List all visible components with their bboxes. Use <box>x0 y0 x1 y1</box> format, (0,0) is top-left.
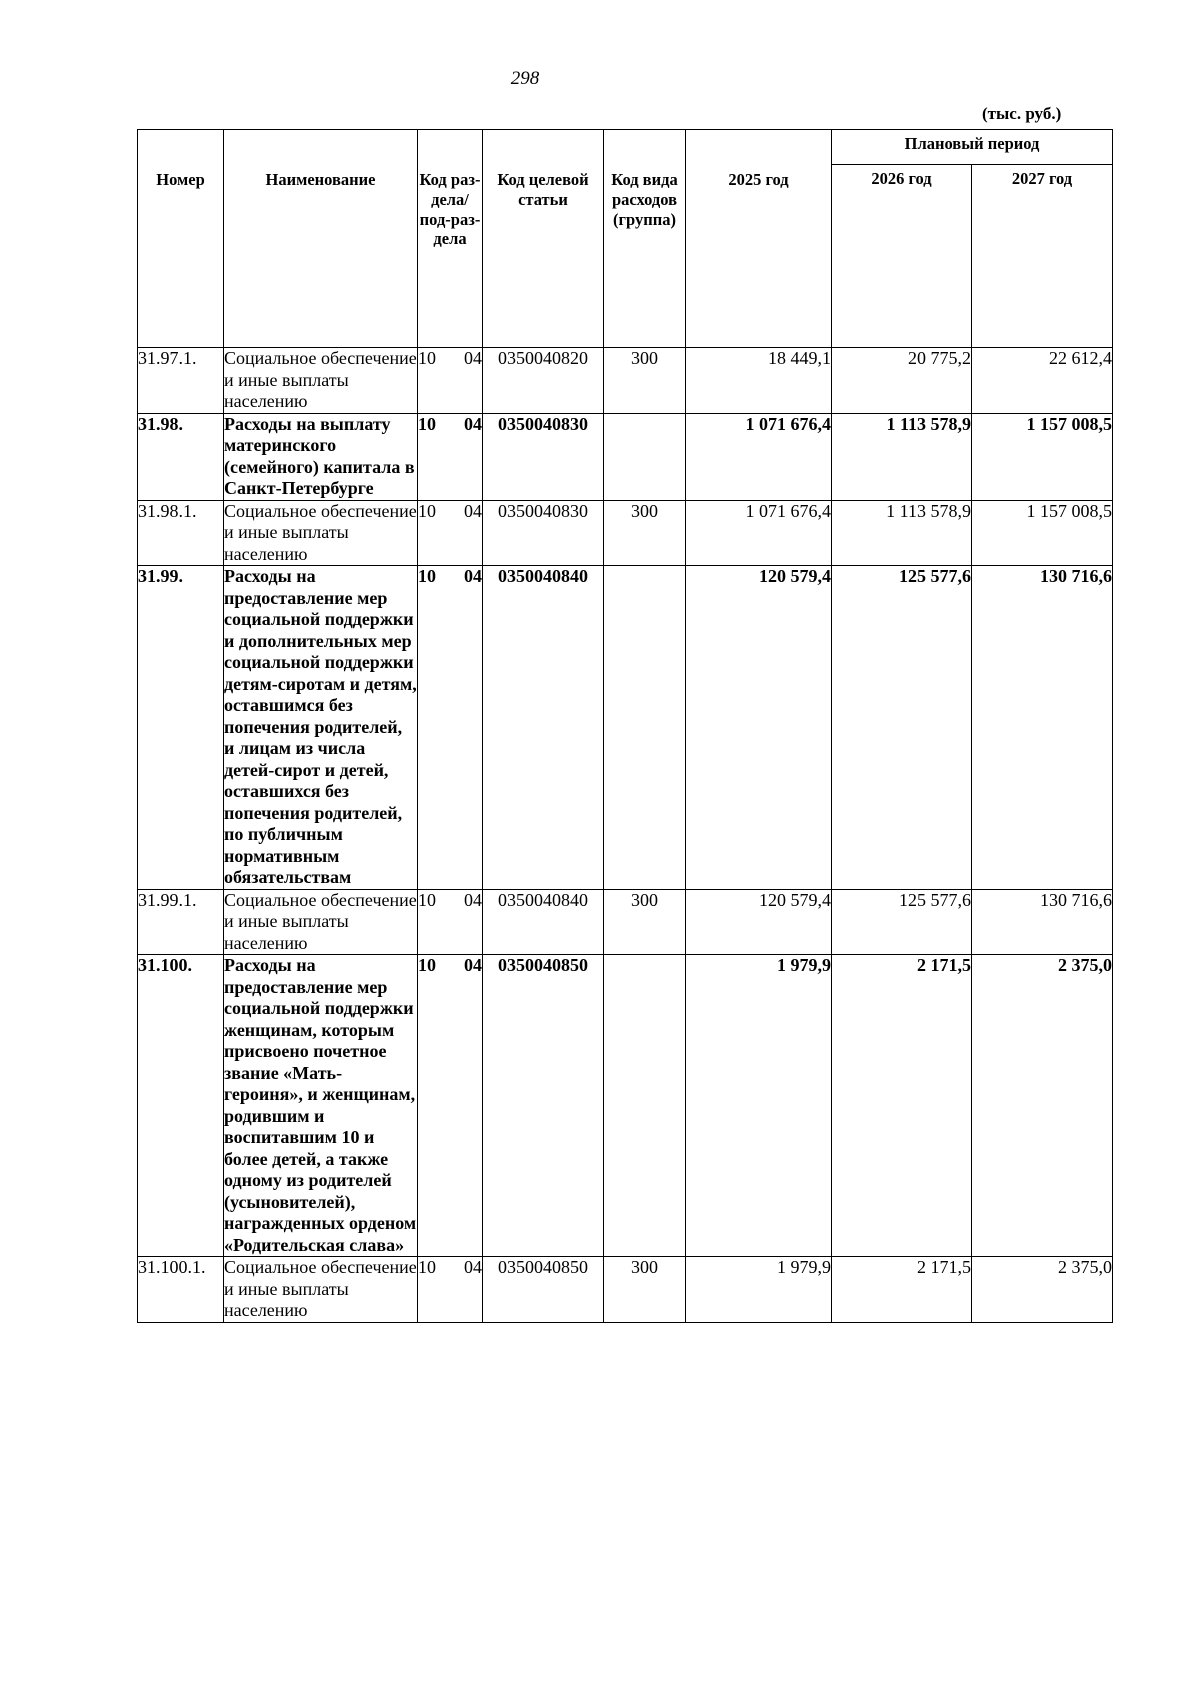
row-expense-group: 300 <box>604 500 686 566</box>
subsection-code: 04 <box>464 1257 482 1277</box>
row-number: 31.100.1. <box>138 1257 224 1323</box>
header-row-1 <box>138 130 1113 165</box>
row-expense-group <box>604 566 686 890</box>
subsection-code: 04 <box>464 955 482 975</box>
row-amount-2026: 1 113 578,9 <box>832 500 972 566</box>
row-amount-2027: 2 375,0 <box>972 955 1113 1257</box>
row-amount-2026: 20 775,2 <box>832 348 972 414</box>
table-row <box>138 1257 1113 1323</box>
row-amount-2025: 1 979,9 <box>686 1257 832 1323</box>
row-number: 31.98. <box>138 413 224 500</box>
row-name: Социальное обеспечение и иные выплаты населению <box>224 500 417 564</box>
row-target-code: 0350040820 <box>483 348 604 414</box>
subsection-code: 04 <box>464 413 482 434</box>
row-amount-2025: 18 449,1 <box>686 348 832 414</box>
row-section-code <box>418 889 483 955</box>
section-code: 10 <box>418 413 436 434</box>
row-amount-2026: 125 577,6 <box>832 566 972 890</box>
section-code: 10 <box>418 500 436 521</box>
section-code: 10 <box>418 955 436 975</box>
row-name: Расходы на предоставление мер социальной поддержки и дополнительных мер социальной поддержки детям-сиротам и детям, оставшимся без попечения родителей, и лицам из числа детей-сирот и детей, оставшихся без попечения родителей, по публичным нормативным обязательствам <box>224 566 417 887</box>
row-amount-2027: 2 375,0 <box>972 1257 1113 1323</box>
row-target-code: 0350040830 <box>483 500 604 566</box>
row-section-code <box>418 348 483 414</box>
table-row <box>138 955 1113 1257</box>
row-target-code: 0350040850 <box>483 1257 604 1323</box>
row-amount-2025: 120 579,4 <box>686 566 832 890</box>
header-number: Номер <box>138 130 224 348</box>
row-amount-2025: 1 071 676,4 <box>686 413 832 500</box>
row-section-code <box>418 566 483 890</box>
row-section-code <box>418 955 483 1257</box>
row-amount-2026: 2 171,5 <box>832 1257 972 1323</box>
row-target-code: 0350040840 <box>483 889 604 955</box>
section-code: 10 <box>418 566 436 586</box>
row-amount-2027: 130 716,6 <box>972 566 1113 890</box>
section-code: 10 <box>418 1257 436 1277</box>
row-name: Расходы на предоставление мер социальной поддержки женщинам, которым присвоено почетное звание «Мать-героиня», и женщинам, родившим и воспитавшим 10 и более детей, а также одному из родителей (усыновителей), награжденных орденом «Родительская слава» <box>224 955 417 1255</box>
row-section-code <box>418 500 483 566</box>
row-amount-2027: 22 612,4 <box>972 348 1113 414</box>
row-amount-2025: 1 071 676,4 <box>686 500 832 566</box>
row-expense-group: 300 <box>604 889 686 955</box>
section-code: 10 <box>418 348 436 368</box>
row-amount-2027: 1 157 008,5 <box>972 413 1113 500</box>
header-name: Наименование <box>224 130 418 348</box>
row-section-code <box>418 413 483 500</box>
subsection-code: 04 <box>464 500 482 521</box>
header-2026: 2026 год <box>832 165 972 348</box>
table-row <box>138 413 1113 500</box>
units-note: (тыс. руб.) <box>982 104 1062 123</box>
section-code: 10 <box>418 889 436 910</box>
page-number: 298 <box>510 68 540 89</box>
table-row <box>138 348 1113 414</box>
row-name: Социальное обеспечение и иные выплаты населению <box>224 348 417 411</box>
row-number: 31.99.1. <box>138 889 224 955</box>
row-target-code: 0350040840 <box>483 566 604 890</box>
table-body <box>138 348 1113 1323</box>
subsection-code: 04 <box>464 566 482 586</box>
table-row <box>138 500 1113 566</box>
header-2025: 2025 год <box>686 130 832 348</box>
header-plan-period: Плановый период <box>832 130 1113 165</box>
row-amount-2025: 120 579,4 <box>686 889 832 955</box>
header-2027: 2027 год <box>972 165 1113 348</box>
row-amount-2026: 125 577,6 <box>832 889 972 955</box>
row-amount-2025: 1 979,9 <box>686 955 832 1257</box>
row-amount-2027: 130 716,6 <box>972 889 1113 955</box>
header-expense-type: Код вида расходов (группа) <box>604 130 686 348</box>
row-number: 31.98.1. <box>138 500 224 566</box>
subsection-code: 04 <box>464 889 482 910</box>
row-amount-2026: 2 171,5 <box>832 955 972 1257</box>
row-number: 31.100. <box>138 955 224 1257</box>
row-target-code: 0350040850 <box>483 955 604 1257</box>
row-amount-2027: 1 157 008,5 <box>972 500 1113 566</box>
table-row <box>138 889 1113 955</box>
subsection-code: 04 <box>464 348 482 368</box>
row-amount-2026: 1 113 578,9 <box>832 413 972 500</box>
header-section-code: Код раз-дела/ под-раз-дела <box>418 130 483 348</box>
table-row <box>138 566 1113 890</box>
row-expense-group: 300 <box>604 1257 686 1323</box>
row-target-code: 0350040830 <box>483 413 604 500</box>
row-expense-group <box>604 955 686 1257</box>
row-name: Социальное обеспечение и иные выплаты населению <box>224 889 417 953</box>
row-expense-group <box>604 413 686 500</box>
row-name: Социальное обеспечение и иные выплаты населению <box>224 1257 417 1320</box>
row-number: 31.99. <box>138 566 224 890</box>
row-expense-group: 300 <box>604 348 686 414</box>
row-name: Расходы на выплату материнского (семейного) капитала в Санкт-Петербурге <box>224 413 418 500</box>
header-target-code: Код целевой статьи <box>483 130 604 348</box>
budget-table <box>137 129 1113 1323</box>
row-number: 31.97.1. <box>138 348 224 414</box>
row-section-code <box>418 1257 483 1323</box>
